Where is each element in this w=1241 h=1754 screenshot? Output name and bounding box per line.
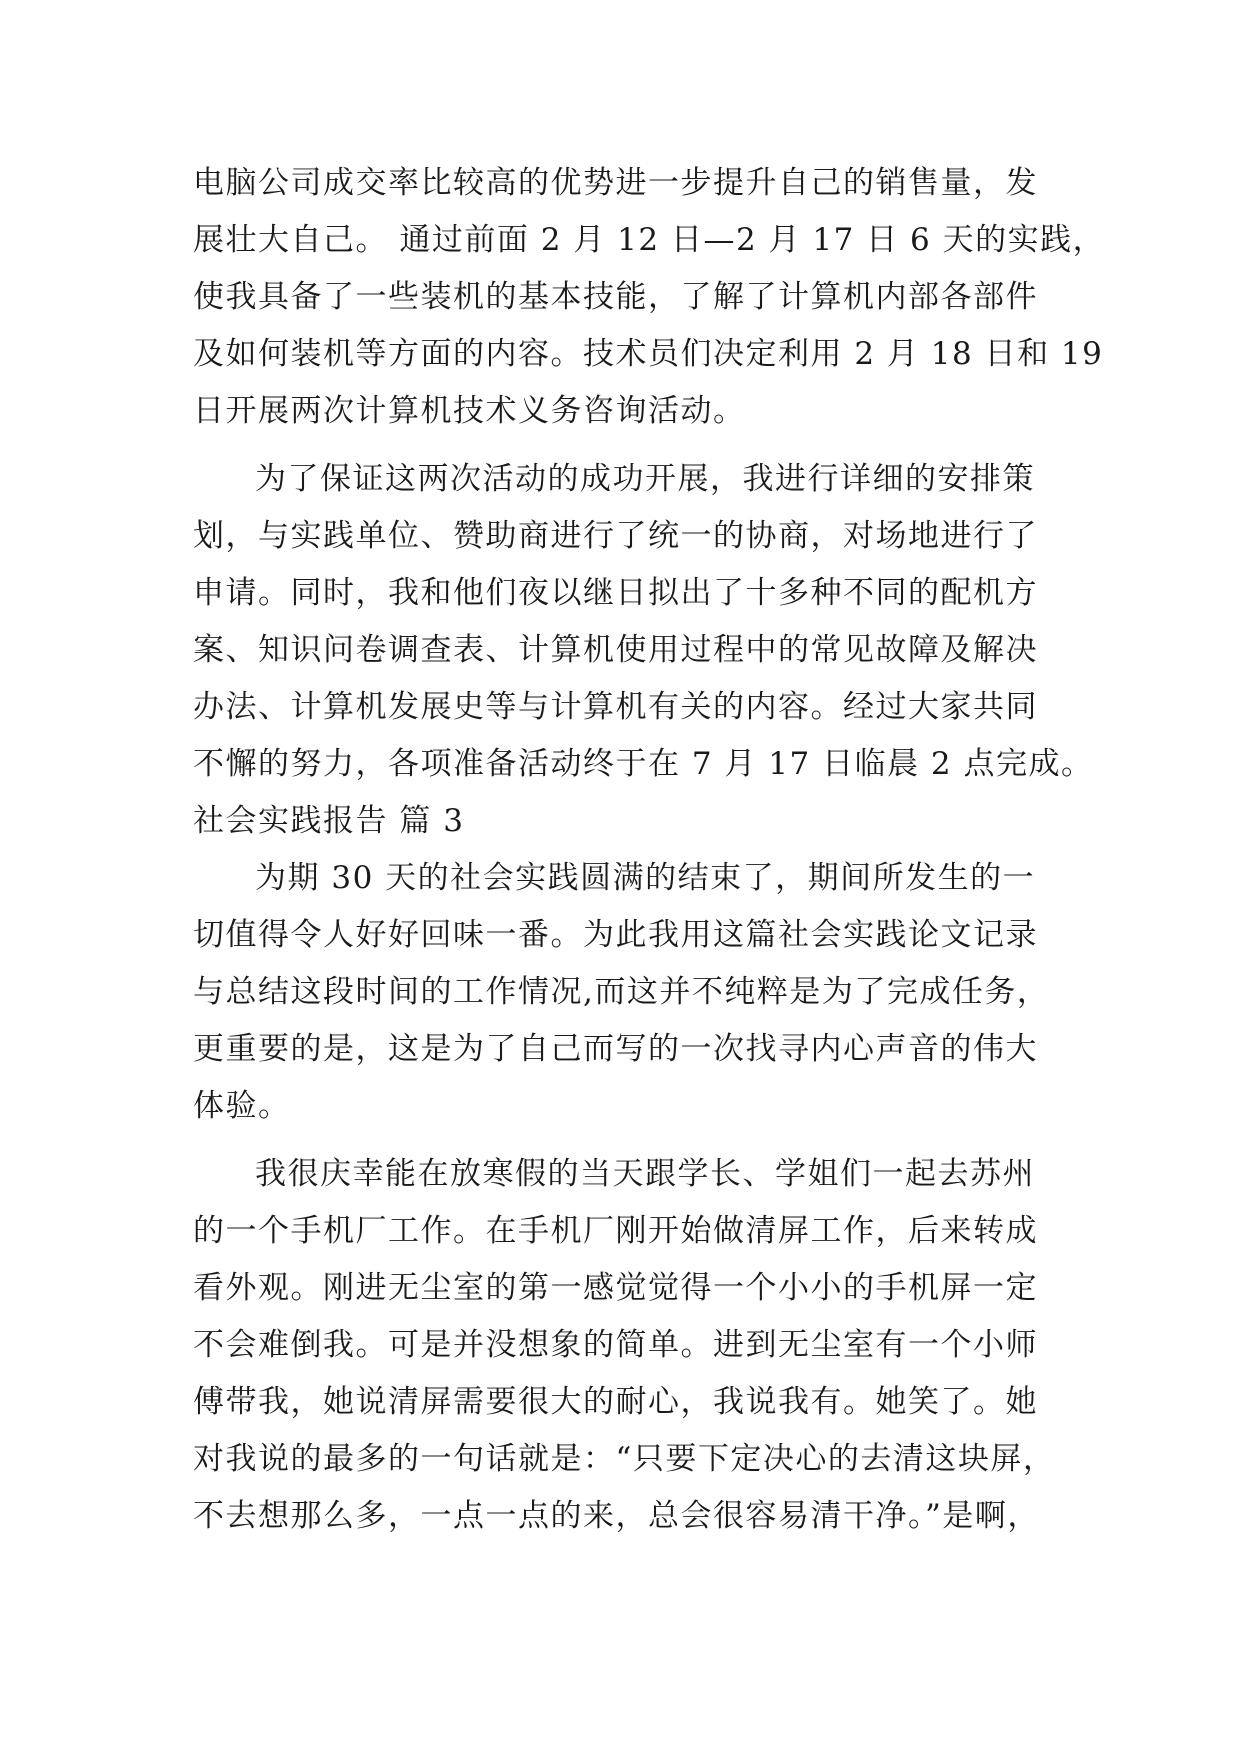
text-line: 傅带我，她说清屏需要很大的耐心，我说我有。她笑了。她 [193,1384,1038,1420]
text-line: 日开展两次计算机技术义务咨询活动。 [193,393,746,429]
text-line: 不去想那么多，一点一点的来，总会很容易清干净。”是啊， [193,1498,1040,1534]
text-line: 更重要的是，这是为了自己而写的一次找寻内心声音的伟大 [193,1031,1038,1067]
text-line: 及如何装机等方面的内容。技术员们决定利用 2 月 18 日和 19 [193,336,1104,372]
text-line: 使我具备了一些装机的基本技能，了解了计算机内部各部件 [193,279,1038,315]
text-line: 展壮大自己。 通过前面 2 月 12 日—2 月 17 日 6 天的实践， [193,222,1106,258]
section-heading: 社会实践报告 篇 3 [193,803,465,839]
text-line: 申请。同时，我和他们夜以继日拟出了十多种不同的配机方 [193,575,1038,611]
text-line: 对我说的最多的一句话就是：“只要下定决心的去清这块屏， [193,1441,1056,1477]
text-line: 的一个手机厂工作。在手机厂刚开始做清屏工作，后来转成 [193,1213,1038,1249]
text-line: 案、知识问卷调查表、计算机使用过程中的常见故障及解决 [193,632,1038,668]
text-line: 看外观。刚进无尘室的第一感觉觉得一个小小的手机屏一定 [193,1270,1038,1306]
paragraph-first-line: 我很庆幸能在放寒假的当天跟学长、学姐们一起去苏州 [255,1156,1035,1192]
text-line: 切值得令人好好回味一番。为此我用这篇社会实践论文记录 [193,917,1038,953]
text-line: 体验。 [193,1088,291,1124]
text-line: 不会难倒我。可是并没想象的简单。进到无尘室有一个小师 [193,1327,1038,1363]
paragraph-first-line: 为期 30 天的社会实践圆满的结束了，期间所发生的一 [255,860,1036,896]
text-line: 办法、计算机发展史等与计算机有关的内容。经过大家共同 [193,689,1038,725]
text-line: 不懈的努力，各项准备活动终于在 7 月 17 日临晨 2 点完成。 [193,746,1094,782]
text-line: 划，与实践单位、赞助商进行了统一的协商，对场地进行了 [193,518,1038,554]
text-line: 电脑公司成交率比较高的优势进一步提升自己的销售量，发 [193,165,1038,201]
text-line: 与总结这段时间的工作情况,而这并不纯粹是为了完成任务， [193,974,1050,1010]
paragraph-first-line: 为了保证这两次活动的成功开展，我进行详细的安排策 [255,461,1035,497]
